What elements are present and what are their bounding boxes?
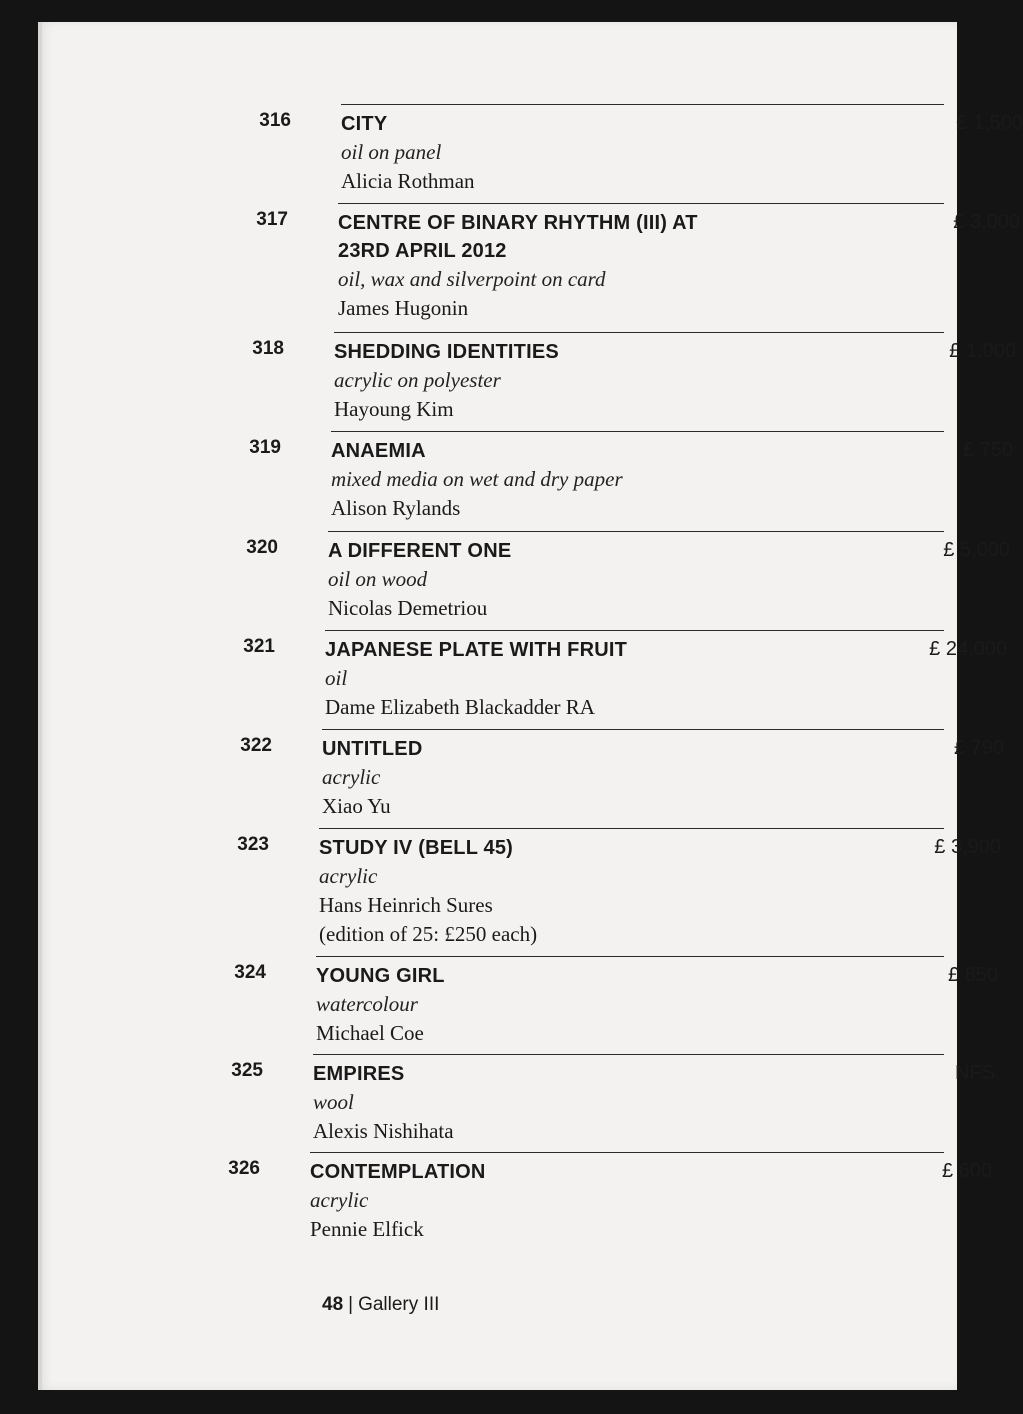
catalogue-page bbox=[38, 22, 1023, 1390]
lot-title: EMPIRES bbox=[313, 1063, 405, 1085]
lot-entry bbox=[38, 1152, 992, 1272]
lot-details bbox=[310, 1158, 730, 1244]
entry-rule bbox=[316, 956, 944, 957]
lot-price: £ 850 bbox=[947, 964, 998, 986]
lot-price: £ 790 bbox=[953, 737, 1004, 759]
entry-rule bbox=[338, 203, 944, 204]
lot-details bbox=[322, 735, 742, 821]
lot-artist: Pennie Elfick bbox=[310, 1217, 424, 1241]
lot-price: £ 3,000 bbox=[953, 211, 1020, 233]
lot-number: 322 bbox=[240, 735, 272, 756]
lot-edition: (edition of 25: £250 each) bbox=[319, 922, 538, 946]
lot-details bbox=[316, 962, 736, 1048]
lot-title: YOUNG GIRL bbox=[316, 965, 445, 987]
lot-medium: watercolour bbox=[316, 992, 418, 1016]
lot-medium: oil on wood bbox=[328, 567, 428, 591]
lot-artist: Hans Heinrich Sures bbox=[319, 893, 493, 917]
lot-medium: oil bbox=[325, 666, 348, 690]
entry-rule bbox=[331, 431, 944, 432]
lot-title: CONTEMPLATION bbox=[310, 1161, 486, 1183]
lot-entry bbox=[38, 828, 1001, 948]
lot-details bbox=[334, 338, 754, 424]
lot-list bbox=[38, 22, 1023, 1322]
page-number: 48 bbox=[322, 1294, 344, 1315]
entry-rule bbox=[334, 332, 944, 333]
entry-rule bbox=[313, 1054, 944, 1055]
lot-details bbox=[319, 834, 739, 949]
lot-details bbox=[338, 209, 758, 323]
lot-title: ANAEMIA bbox=[331, 440, 426, 462]
lot-medium: oil, wax and silverpoint on card bbox=[338, 267, 606, 291]
lot-artist: Alexis Nishihata bbox=[313, 1119, 454, 1143]
lot-medium: oil on panel bbox=[341, 140, 442, 164]
lot-number: 319 bbox=[249, 437, 281, 458]
lot-number: 320 bbox=[246, 537, 278, 558]
section-name: Gallery III bbox=[358, 1294, 440, 1315]
lot-artist: Alicia Rothman bbox=[341, 169, 475, 193]
lot-title: UNTITLED bbox=[322, 738, 423, 760]
lot-price: £ 1,000 bbox=[949, 340, 1016, 362]
lot-price: £ 750 bbox=[962, 439, 1013, 461]
lot-number: 318 bbox=[252, 338, 284, 359]
lot-medium: wool bbox=[313, 1090, 354, 1114]
lot-artist: Michael Coe bbox=[316, 1021, 424, 1045]
lot-details bbox=[313, 1060, 733, 1146]
entry-rule bbox=[310, 1152, 944, 1153]
lot-details bbox=[341, 110, 761, 196]
lot-artist: Alison Rylands bbox=[331, 496, 461, 520]
lot-number: 325 bbox=[231, 1060, 263, 1081]
lot-artist: Xiao Yu bbox=[322, 794, 391, 818]
lot-artist: Dame Elizabeth Blackadder RA bbox=[325, 695, 595, 719]
lot-entry bbox=[38, 203, 1020, 323]
lot-title: STUDY IV (BELL 45) bbox=[319, 837, 514, 859]
lot-artist: Hayoung Kim bbox=[334, 397, 454, 421]
lot-artist: Nicolas Demetriou bbox=[328, 596, 488, 620]
lot-title: JAPANESE PLATE WITH FRUIT bbox=[325, 639, 628, 661]
lot-number: 321 bbox=[243, 636, 275, 657]
entry-rule bbox=[319, 828, 944, 829]
entry-rule bbox=[328, 531, 944, 532]
lot-medium: mixed media on wet and dry paper bbox=[331, 467, 623, 491]
lot-title: SHEDDING IDENTITIES bbox=[334, 341, 559, 363]
lot-number: 326 bbox=[228, 1158, 260, 1179]
lot-artist: James Hugonin bbox=[338, 296, 469, 320]
lot-number: 316 bbox=[259, 110, 291, 131]
lot-price: £ 5,000 bbox=[943, 539, 1010, 561]
lot-price: £ 24,000 bbox=[929, 638, 1007, 660]
footer-separator: | bbox=[348, 1294, 354, 1315]
lot-title: A DIFFERENT ONE bbox=[328, 540, 512, 562]
entry-rule bbox=[325, 630, 944, 631]
lot-price: £ 1,500 bbox=[956, 112, 1023, 134]
lot-medium: acrylic bbox=[310, 1188, 369, 1212]
lot-medium: acrylic on polyester bbox=[334, 368, 501, 392]
page-footer bbox=[322, 1294, 439, 1316]
lot-details bbox=[331, 437, 751, 523]
lot-title: CENTRE OF BINARY RHYTHM (III) AT 23RD APRIL 2012 bbox=[338, 212, 698, 262]
lot-details bbox=[328, 537, 748, 623]
lot-price: NFS bbox=[955, 1062, 995, 1084]
entry-rule bbox=[322, 729, 944, 730]
lot-medium: acrylic bbox=[319, 864, 378, 888]
lot-number: 323 bbox=[237, 834, 269, 855]
lot-price: £ 600 bbox=[941, 1160, 992, 1182]
lot-number: 317 bbox=[256, 209, 288, 230]
lot-medium: acrylic bbox=[322, 765, 381, 789]
lot-number: 324 bbox=[234, 962, 266, 983]
lot-details bbox=[325, 636, 745, 722]
entry-rule bbox=[341, 104, 944, 105]
lot-price: £ 3,900 bbox=[934, 836, 1001, 858]
lot-title: CITY bbox=[341, 113, 388, 135]
